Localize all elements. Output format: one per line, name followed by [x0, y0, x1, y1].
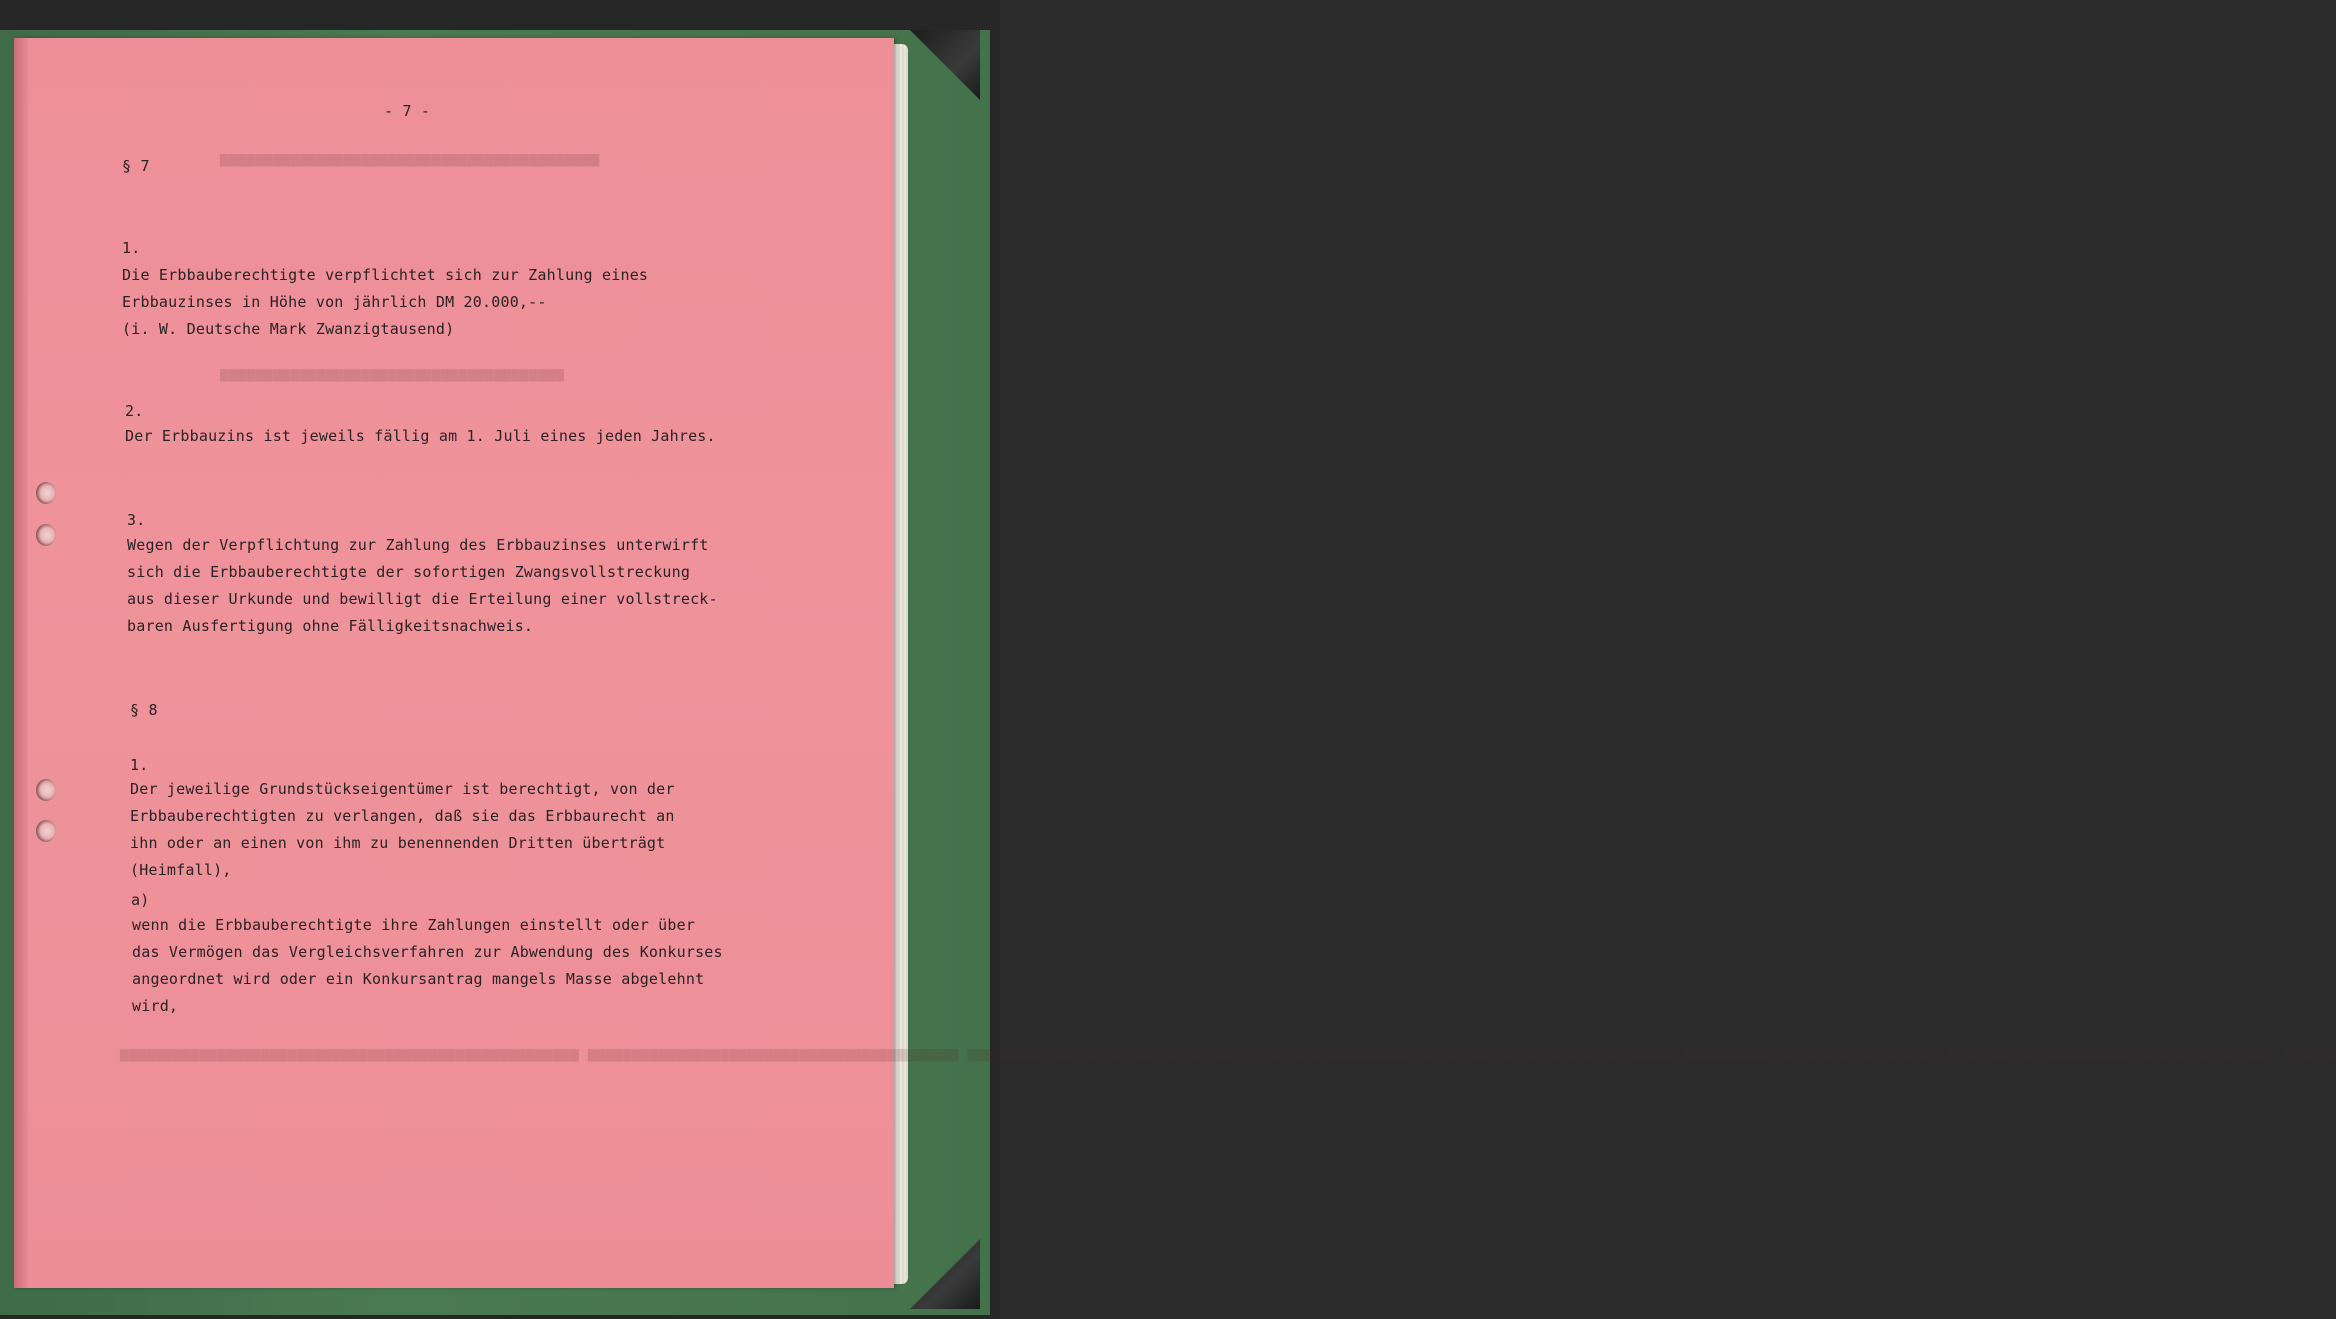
- text-line: baren Ausfertigung ohne Fälligkeitsnachweis.: [127, 617, 534, 635]
- punch-hole: [36, 482, 56, 504]
- text-line: (i. W. Deutsche Mark Zwanzigtausend): [122, 320, 455, 338]
- text-line: das Vermögen das Vergleichsverfahren zur Abwendung des Konkurses: [132, 943, 723, 961]
- section-7-paragraph-2-number: 2.: [125, 402, 144, 420]
- punch-hole: [36, 779, 56, 801]
- section-7-paragraph-3-number: 3.: [127, 511, 146, 529]
- text-line: Erbbauberechtigten zu verlangen, daß sie das Erbbaurecht an: [130, 807, 675, 825]
- punch-hole: [36, 820, 56, 842]
- section-7-paragraph-3: [127, 532, 718, 640]
- text-line: (Heimfall),: [130, 861, 232, 879]
- section-8-item-a: [132, 912, 723, 1020]
- text-line: Erbbauzinses in Höhe von jährlich DM 20.000,--: [122, 293, 547, 311]
- section-8-paragraph-1-number: 1.: [130, 756, 149, 774]
- section-7-heading: § 7: [122, 157, 150, 175]
- section-7-paragraph-1: [122, 262, 648, 343]
- text-line: wenn die Erbbauberechtigte ihre Zahlungen einstellt oder über: [132, 916, 696, 934]
- text-line: Der Erbbauzins ist jeweils fällig am 1. Juli eines jeden Jahres.: [125, 427, 716, 445]
- pink-document-page: [14, 38, 894, 1288]
- text-line: Der jeweilige Grundstückseigentümer ist berechtigt, von der: [130, 780, 675, 798]
- bleed-through-texture: ▆▆▆▆▆▆▆▆▆▆▆▆▆▆▆▆▆▆▆▆▆▆▆▆▆▆▆▆▆▆▆▆▆▆▆▆▆▆▆▆▆▆▆: [220, 151, 600, 167]
- text-line: aus dieser Urkunde und bewilligt die Erteilung einer vollstreck-: [127, 590, 718, 608]
- section-8-paragraph-1: [130, 776, 675, 884]
- page-number: - 7 -: [384, 102, 431, 120]
- section-7-paragraph-2: [125, 423, 716, 450]
- text-line: Wegen der Verpflichtung zur Zahlung des Erbbauzinses unterwirft: [127, 536, 709, 554]
- bleed-through-texture: ▆▆▆▆▆▆▆▆▆▆▆▆▆▆▆▆▆▆▆▆▆▆▆▆▆▆▆▆▆▆▆▆▆▆▆▆▆▆▆▆▆▆▆▆▆▆▆▆▆▆▆▆ ▆▆▆▆▆▆▆▆▆▆▆▆▆▆▆▆▆▆▆▆▆▆▆▆▆▆▆▆▆▆▆▆▆▆▆▆▆▆▆▆▆▆ ▆▆▆▆▆▆▆▆▆▆▆▆▆▆▆▆▆▆▆▆▆▆▆▆▆▆▆▆▆▆▆ ▆▆▆▆▆▆▆▆▆▆▆▆▆▆▆▆▆▆▆▆▆▆▆▆▆▆▆▆▆▆▆▆▆▆▆▆▆▆▆▆▆▆▆▆▆▆▆▆ ▆▆▆▆▆▆▆▆▆▆▆▆▆▆▆▆▆▆▆▆▆▆▆▆▆▆▆▆▆ ▆▆▆▆▆▆▆▆▆▆▆▆▆▆▆▆▆▆▆▆▆▆▆▆▆▆▆▆▆▆▆▆▆▆▆▆▆ ▆▆▆▆▆▆: [120, 1046, 2336, 1062]
- page-binding-edge: [14, 38, 28, 1288]
- text-line: sich die Erbbauberechtigte der sofortigen Zwangsvollstreckung: [127, 563, 691, 581]
- bleed-through-texture: ▆▆▆▆▆▆▆▆▆▆▆▆▆▆▆▆▆▆▆▆▆▆▆▆▆▆▆▆▆▆▆▆▆▆▆▆▆▆▆: [220, 366, 565, 382]
- section-7-paragraph-1-number: 1.: [122, 239, 141, 257]
- text-line: ihn oder an einen von ihm zu benennenden Dritten überträgt: [130, 834, 666, 852]
- punch-hole: [36, 524, 56, 546]
- text-line: angeordnet wird oder ein Konkursantrag mangels Masse abgelehnt: [132, 970, 705, 988]
- section-8-heading: § 8: [130, 701, 158, 719]
- section-8-item-a-label: a): [131, 891, 150, 909]
- text-line: wird,: [132, 997, 179, 1015]
- text-line: Die Erbbauberechtigte verpflichtet sich zur Zahlung eines: [122, 266, 649, 284]
